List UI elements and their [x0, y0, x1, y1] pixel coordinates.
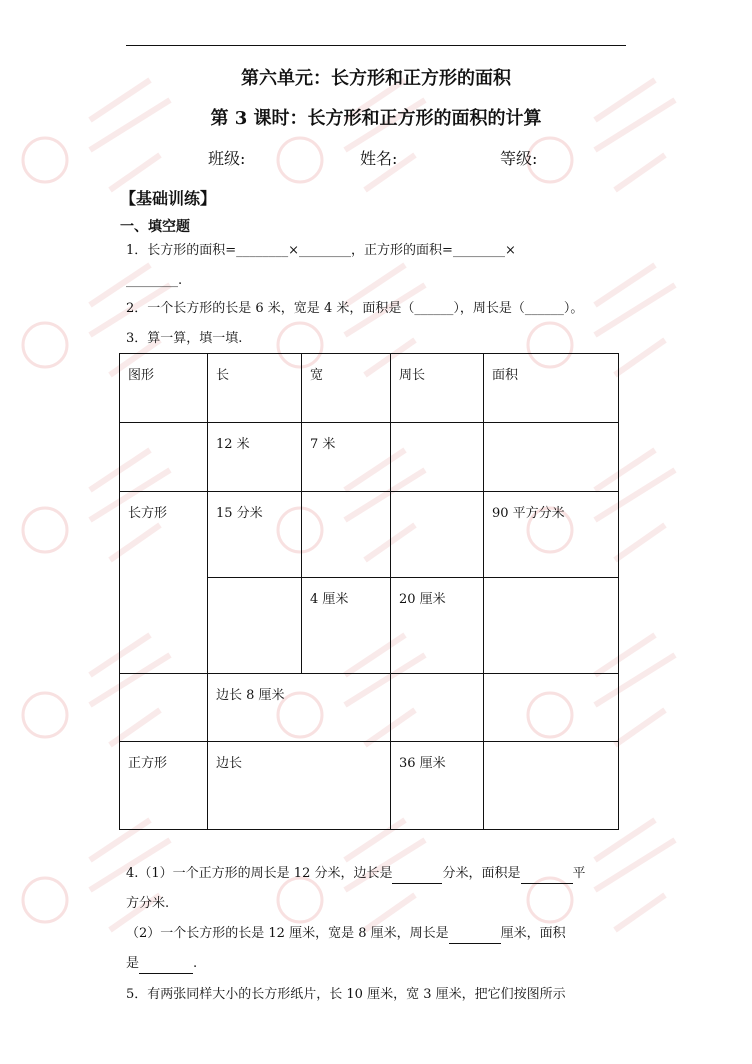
- table-cell: 边长 8 厘米: [208, 674, 391, 742]
- table-cell: [208, 578, 302, 674]
- table-cell: 15 分米: [208, 492, 302, 578]
- q4-text-b: 分米，面积是: [442, 866, 521, 881]
- table-cell: 36 厘米: [391, 742, 484, 830]
- q4b-text-b: 厘米，面积: [500, 926, 566, 941]
- table-cell: [391, 423, 484, 492]
- section-subtitle: 一、填空题: [120, 219, 190, 235]
- question-4-part-1: [126, 864, 586, 884]
- header-cell-area: 面积: [484, 354, 619, 423]
- question-1-line-2: ________.: [126, 273, 183, 288]
- lesson-title: 第 3 课时：长方形和正方形的面积的计算: [210, 108, 542, 129]
- table-row: [120, 674, 619, 742]
- q4b-text-d: .: [193, 956, 198, 971]
- q4-text-a: 4.（1）一个正方形的周长是 12 分米，边长是: [126, 866, 393, 881]
- question-1-line-1: 1．长方形的面积=________×________，正方形的面积=________×: [126, 243, 516, 258]
- question-3: 3．算一算，填一填.: [126, 331, 243, 346]
- table-cell: 4 厘米: [302, 578, 391, 674]
- table-row: [120, 742, 619, 830]
- table-cell: 20 厘米: [391, 578, 484, 674]
- answer-blank[interactable]: [449, 929, 501, 944]
- table-cell: [391, 674, 484, 742]
- table-row: [120, 423, 619, 492]
- question-4-part-2-line-2: [126, 954, 197, 974]
- unit-title: 第六单元：长方形和正方形的面积: [241, 68, 511, 89]
- question-2: 2．一个长方形的长是 6 米，宽是 4 米，面积是（______），周长是（______）。: [126, 301, 584, 316]
- question-5: 5．有两张同样大小的长方形纸片，长 10 厘米，宽 3 厘米，把它们按图所示: [126, 987, 566, 1002]
- table-cell-rectangle: 长方形: [120, 492, 208, 674]
- question-4-part-2: [126, 924, 566, 944]
- name-label: 姓名:: [360, 149, 398, 168]
- table-cell: 边长: [208, 742, 391, 830]
- table-header-row: [120, 354, 619, 423]
- header-cell-shape: 图形: [120, 354, 208, 423]
- header-cell-width: 宽: [302, 354, 391, 423]
- table-cell: [120, 674, 208, 742]
- table-cell: 7 米: [302, 423, 391, 492]
- class-label: 班级:: [208, 149, 246, 168]
- grade-label: 等级:: [500, 149, 538, 168]
- table-cell: [120, 423, 208, 492]
- table-cell-square: 正方形: [120, 742, 208, 830]
- data-table: [119, 353, 619, 830]
- header-rule: [126, 45, 626, 46]
- table-cell: [302, 492, 391, 578]
- answer-blank[interactable]: [521, 869, 573, 884]
- q4-text-c: 平: [572, 866, 586, 881]
- answer-blank[interactable]: [392, 869, 442, 884]
- table-row: [120, 492, 619, 578]
- q4b-text-a: （2）一个长方形的长是 12 厘米，宽是 8 厘米，周长是: [126, 926, 449, 941]
- table-cell: 12 米: [208, 423, 302, 492]
- answer-blank[interactable]: [139, 959, 193, 974]
- table-cell: [484, 674, 619, 742]
- table-cell: 90 平方分米: [484, 492, 619, 578]
- question-4-line-2: 方分米.: [126, 896, 170, 911]
- q4b-text-c: 是: [126, 956, 140, 971]
- header-cell-perimeter: 周长: [391, 354, 484, 423]
- header-cell-length: 长: [208, 354, 302, 423]
- table-cell: [391, 492, 484, 578]
- table-cell: [484, 578, 619, 674]
- section-title: 【基础训练】: [120, 189, 217, 208]
- table-cell: [484, 742, 619, 830]
- table-cell: [484, 423, 619, 492]
